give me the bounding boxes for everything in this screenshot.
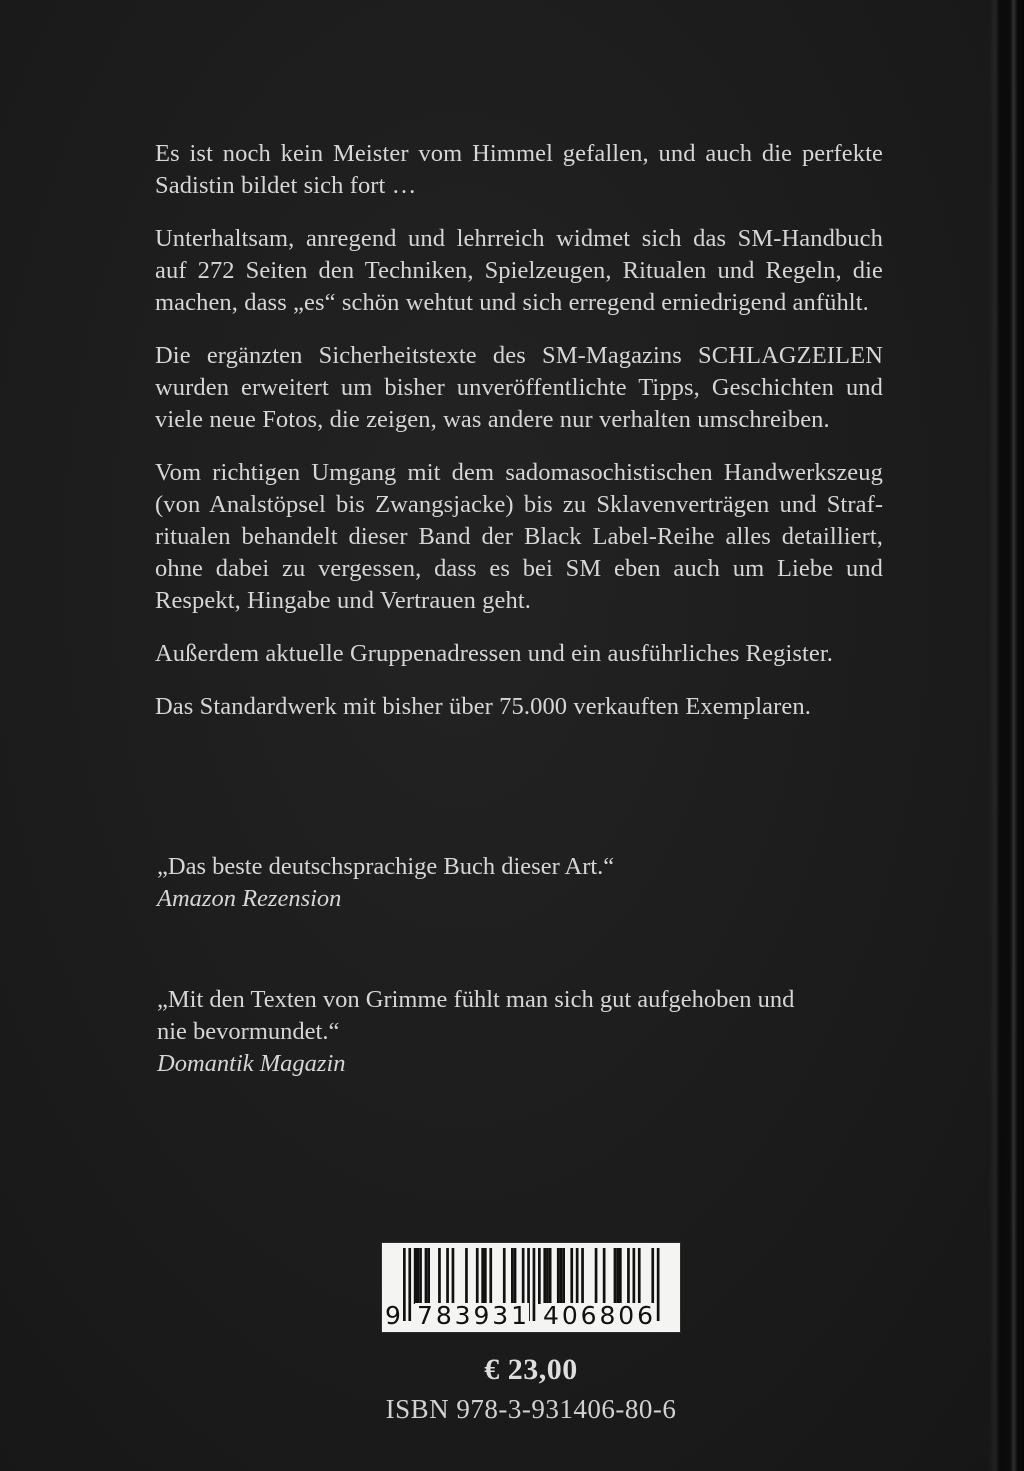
isbn-label: ISBN 978-3-931406-80-6 bbox=[385, 1394, 677, 1424]
review-source: Amazon Rezension bbox=[157, 885, 342, 912]
barcode bbox=[382, 1243, 680, 1332]
barcode-digit-group2: 4 0 6 8 0 6 bbox=[541, 1303, 655, 1329]
blurb-paragraph: Es ist noch kein Meister vom Himmel gefallen, und auch die perfekte Sadistin bildet sich fort … bbox=[155, 140, 883, 199]
price-label: € 23,00 bbox=[484, 1353, 578, 1386]
barcode-digit-first: 9 bbox=[385, 1301, 401, 1330]
blurb-paragraph: Unterhaltsam, anregend und lehrreich widmet sich das SM-Handbuch auf 272 Seiten den Techniken, Spielzeugen, Ritualen und Regeln, die machen, dass „es“ schön wehtut und sich erregend erniedrigend anfühlt. bbox=[155, 225, 883, 316]
blurb-paragraph: Außerdem aktuelle Gruppenadressen und ein ausführliches Register. bbox=[155, 640, 834, 667]
review-quote: „Das beste deutschsprachige Buch dieser Art.“ bbox=[157, 853, 615, 880]
blurb-paragraph: Die ergänzten Sicherheitstexte des SM-Magazins SCHLAGZEILEN wurden erweitert um bisher unveröffentlichte Tipps, Geschichten und viele neue Fotos, die zeigen, was andere nur verhalten umschreiben. bbox=[155, 342, 883, 433]
blurb-paragraph: Vom richtigen Umgang mit dem sadomasochistischen Handwerkszeug (von Analstöpsel bis Zwangsjacke) bis zu Sklavenverträgen und Strafritualen behandelt dieser Band der Black Label-Reihe alles detailliert, ohne dabei zu vergessen, dass es bei SM eben auch um Liebe und Respekt, Hingabe und Vertrauen geht. bbox=[155, 459, 883, 614]
commerce-section bbox=[19, 1243, 1024, 1425]
review-quote: „Mit den Texten von Grimme fühlt man sich gut aufgehoben und nie bevormundet.“ bbox=[157, 986, 795, 1045]
review-source: Domantik Magazin bbox=[157, 1050, 346, 1077]
review-quote-block bbox=[157, 984, 819, 1080]
barcode-digit-group1: 7 8 3 9 3 1 bbox=[415, 1303, 529, 1329]
reviews-section bbox=[157, 851, 819, 1149]
barcode-digits bbox=[382, 1303, 680, 1329]
review-quote-block bbox=[157, 851, 819, 915]
blurb-section bbox=[155, 138, 883, 744]
blurb-paragraph: Das Standardwerk mit bisher über 75.000 verkauften Exemplaren. bbox=[155, 693, 811, 720]
